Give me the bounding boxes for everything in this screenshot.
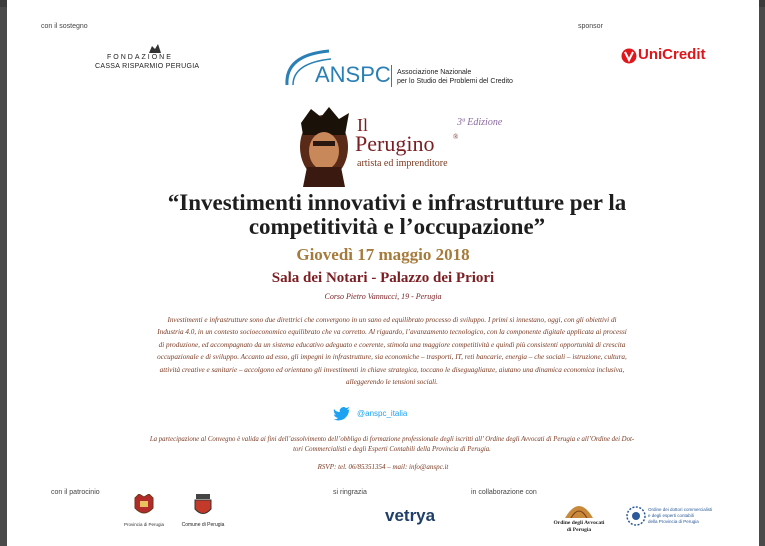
description-line: di produzione, ed accompagnato da un sistema educativo adeguato e coerente, stimola una maggiore competitività e quindi più consistenti opportunità di crescita <box>158 340 626 349</box>
avvocati-line2: di Perugia <box>566 527 592 533</box>
description-line: Industria 4.0, in un contesto socioeconomico equilibrato che va corretto. Al riguardo, l’avanzamento tecnologico, con la componente digitale applicata ai processi <box>157 328 627 337</box>
anspc-divider <box>391 65 392 87</box>
perugino-mark: ® <box>453 133 459 141</box>
perugino-subtitle: artista ed imprenditore <box>357 158 448 169</box>
anspc-logo <box>279 45 519 95</box>
event-venue: Sala dei Notari - Palazzo dei Priori <box>271 270 495 286</box>
avvocati-logo <box>540 500 618 540</box>
event-title-line1: “Investimenti innovativi e infrastrutture per la <box>167 190 627 215</box>
description-paragraph <box>92 314 692 388</box>
comune-crest-icon <box>194 494 212 518</box>
collab-label: in collaborazione con <box>471 489 537 496</box>
fondazione-line1: FONDAZIONE <box>107 54 173 61</box>
unicredit-emblem-icon <box>621 48 637 64</box>
comune-name: Comune di Perugia <box>181 522 225 528</box>
event-date: Giovedì 17 maggio 2018 <box>296 245 470 264</box>
sponsor-label: sponsor <box>578 23 603 30</box>
unicredit-name: UniCredit <box>638 46 706 63</box>
description-line: occupazionale e di sviluppo. Accanto ad esso, gli impegni in infrastrutture, sia economiche – trasporti, IT, reti bancarie, energia – che sociali – istruzione, cultura, <box>157 353 627 362</box>
commercialisti-logo <box>626 506 736 532</box>
twitter-handle[interactable]: @anspc_italia <box>357 409 408 418</box>
event-title-line2: competitività e l’occupazione” <box>248 214 546 239</box>
note-line: La partecipazione al Convegno è valida ai fini dell’assolvimento dell’obbligo di formazione professionale degli iscritti all’ Ordine degli Avvocati di Perugia e all’Ordine dei Dot- <box>149 436 635 443</box>
rsvp-info: RSVP: tel. 06/85351354 – mail: info@anspc.it <box>317 463 449 471</box>
fondazione-logo <box>95 43 215 73</box>
perugino-il: Il <box>357 115 368 135</box>
twitter-link[interactable] <box>333 407 453 423</box>
note-line: tori Commercialisti e degli Esperti Contabili della Provincia di Perugia. <box>293 446 491 453</box>
provincia-name: Provincia di Perugia <box>123 522 165 527</box>
unicredit-logo <box>621 46 721 66</box>
vetrya-logo: vetrya <box>385 506 436 525</box>
anspc-line1: Associazione Nazionale <box>397 69 472 76</box>
perugino-name: Perugino <box>355 131 435 156</box>
avvocati-line1: Ordine degli Avvocati <box>553 520 605 526</box>
commercialisti-line3: della Provincia di Perugia <box>648 519 699 524</box>
avvocati-emblem-icon <box>563 500 595 518</box>
description-line: attività creative e sanitarie – accolgono ed orientano gli investimenti in chiave strategica, toccano le diseguaglianze, aiutano una dinamica economica inclusiva, <box>159 365 625 374</box>
perugino-portrait-icon <box>293 105 355 190</box>
fondazione-line2: CASSA RISPARMIO PERUGIA <box>95 63 200 70</box>
provincia-crest-icon <box>133 494 155 518</box>
patronage-label: con il patrocinio <box>51 489 100 496</box>
description-line: alleggerendo le tensioni sociali. <box>346 378 438 387</box>
description-line: Investimenti e infrastrutture sono due direttrici che convergono in un sano ed equilibrato processo di sviluppo. I primi si innestano, oggi, con gli obiettivi di <box>167 316 617 324</box>
edition-label: 3ª Edizione <box>457 117 503 128</box>
provincia-logo <box>119 494 169 534</box>
accreditation-note <box>87 435 697 455</box>
commercialisti-line2: e degli esperti contabili <box>648 513 694 518</box>
commercialisti-emblem-icon <box>626 506 646 526</box>
commercialisti-line1: Ordine dei dottori commercialisti <box>648 507 713 512</box>
comune-logo <box>173 494 233 534</box>
anspc-line2: per lo Studio dei Problemi del Credito <box>397 78 513 85</box>
event-address: Corso Pietro Vannucci, 19 - Perugia <box>324 292 442 301</box>
twitter-bird-icon <box>333 407 351 421</box>
thanks-label: si ringrazia <box>333 489 367 496</box>
perugino-logo <box>293 105 523 195</box>
support-label: con il sostegno <box>41 23 88 30</box>
anspc-acronym: ANSPC <box>315 62 391 87</box>
invitation-sheet <box>7 0 759 546</box>
